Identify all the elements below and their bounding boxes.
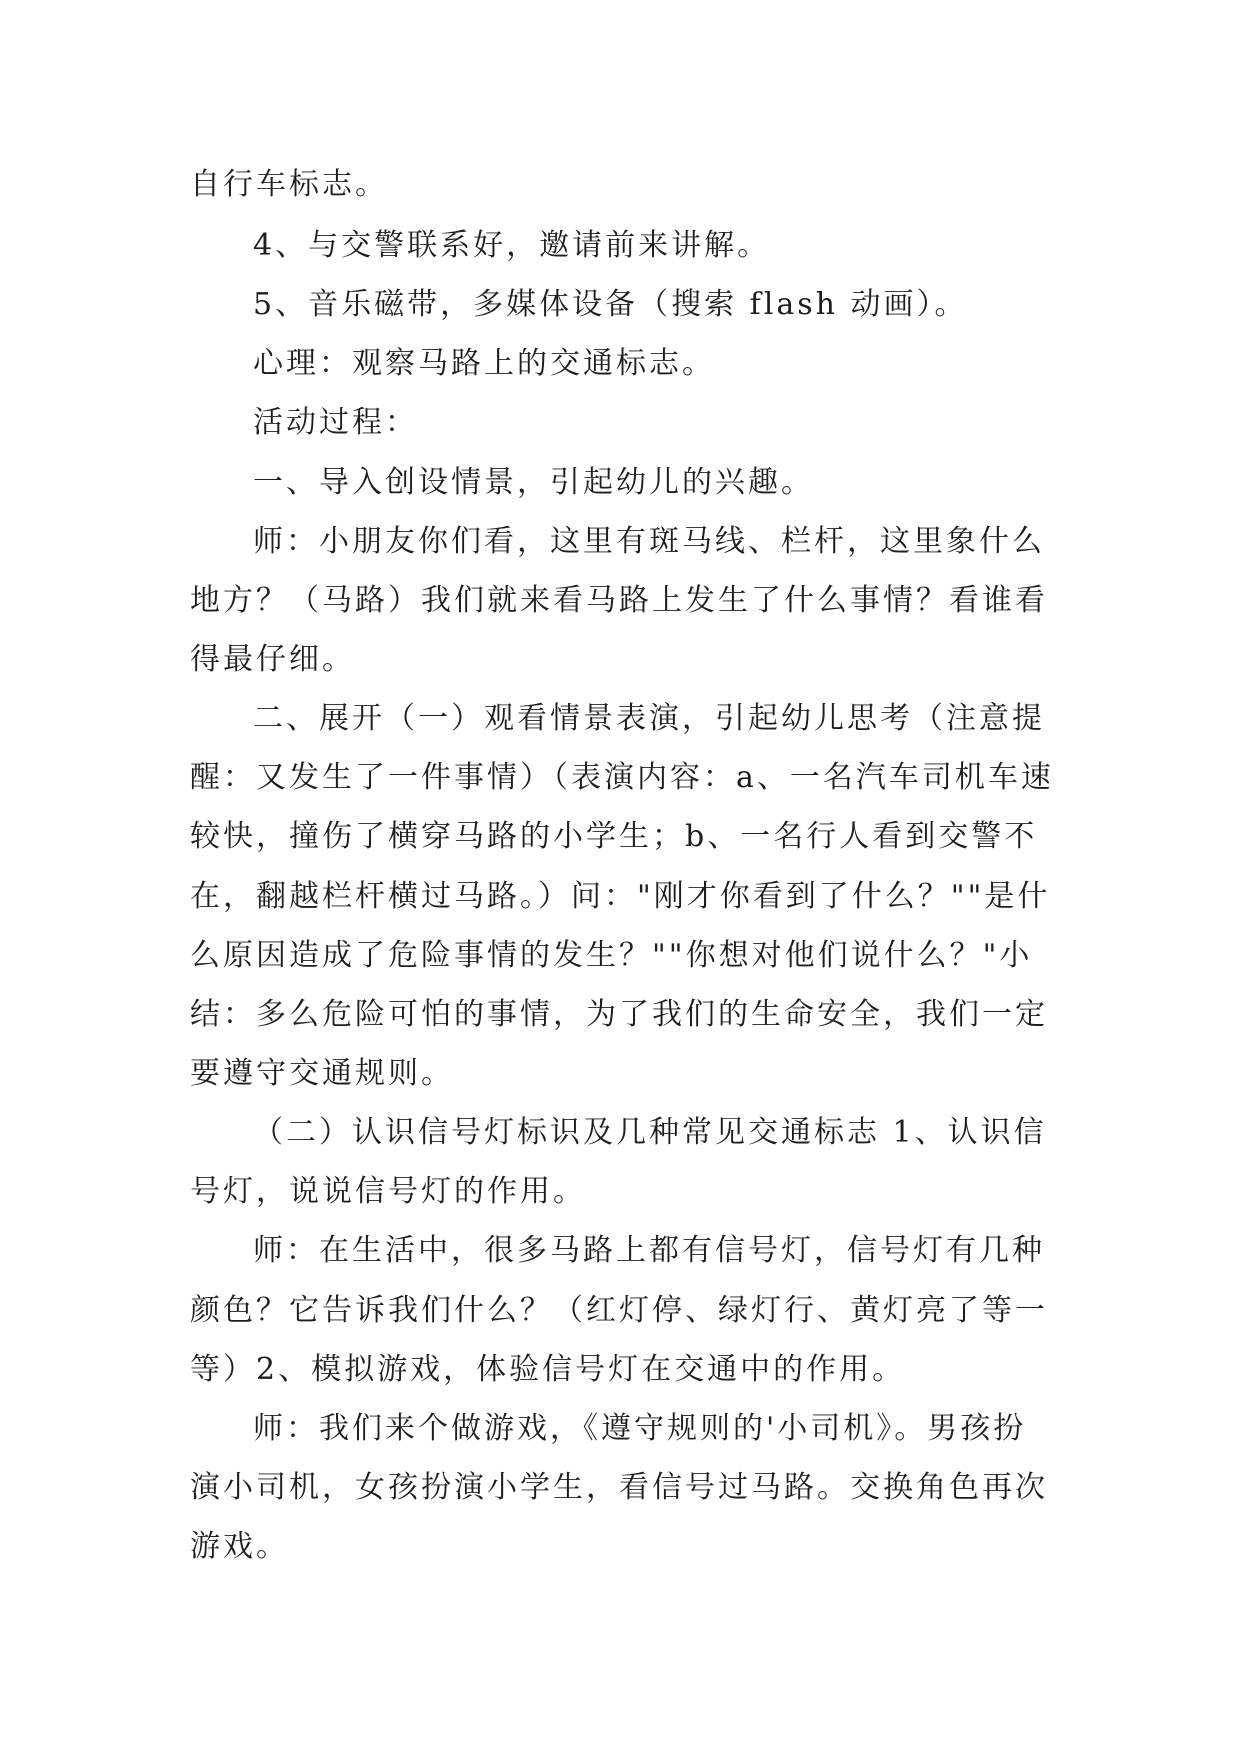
text-line: 师：在生活中，很多马路上都有信号灯，信号灯有几种: [253, 1233, 1045, 1268]
text-line: 地方？（马路）我们就来看马路上发生了什么事情？看谁看: [190, 583, 1048, 618]
text-line: 二、展开（一）观看情景表演，引起幼儿思考（注意提: [253, 701, 1045, 736]
text-line: 等）2、模拟游戏，体验信号灯在交通中的作用。: [190, 1352, 906, 1387]
text-line: 醒：又发生了一件事情）（表演内容：a、一名汽车司机车速: [190, 760, 1054, 795]
text-line: 演小司机，女孩扮演小学生，看信号过马路。交换角色再次: [190, 1470, 1048, 1505]
text-line: 在，翻越栏杆横过马路。）问："刚才你看到了什么？""是什: [190, 879, 1051, 914]
text-line: 一、导入创设情景，引起幼儿的兴趣。: [253, 465, 814, 500]
text-line: 游戏。: [190, 1529, 289, 1564]
text-line: 结：多么危险可怕的事情，为了我们的生命安全，我们一定: [190, 997, 1048, 1032]
text-line: 师：我们来个做游戏，《遵守规则的'小司机》。男孩扮: [253, 1411, 1027, 1446]
text-line: 心理：观察马路上的交通标志。: [253, 346, 715, 381]
text-line: 要遵守交通规则。: [190, 1056, 454, 1091]
text-line: 自行车标志。: [190, 167, 388, 202]
text-line: 师：小朋友你们看，这里有斑马线、栏杆，这里象什么: [253, 524, 1045, 559]
text-line: 活动过程：: [253, 405, 418, 440]
text-line: 4、与交警联系好，邀请前来讲解。: [253, 228, 771, 263]
text-line: （二）认识信号灯标识及几种常见交通标志 1、认识信: [253, 1115, 1047, 1150]
text-line: 么原因造成了危险事情的发生？""你想对他们说什么？"小: [190, 938, 1033, 973]
text-line: 得最仔细。: [190, 642, 355, 677]
text-line: 号灯，说说信号灯的作用。: [190, 1174, 586, 1209]
text-line: 颜色？它告诉我们什么？（红灯停、绿灯行、黄灯亮了等一: [190, 1293, 1048, 1328]
text-line: 较快，撞伤了横穿马路的小学生；b、一名行人看到交警不: [190, 819, 1038, 854]
text-line: 5、音乐磁带，多媒体设备（搜索 flash 动画）。: [253, 287, 968, 322]
